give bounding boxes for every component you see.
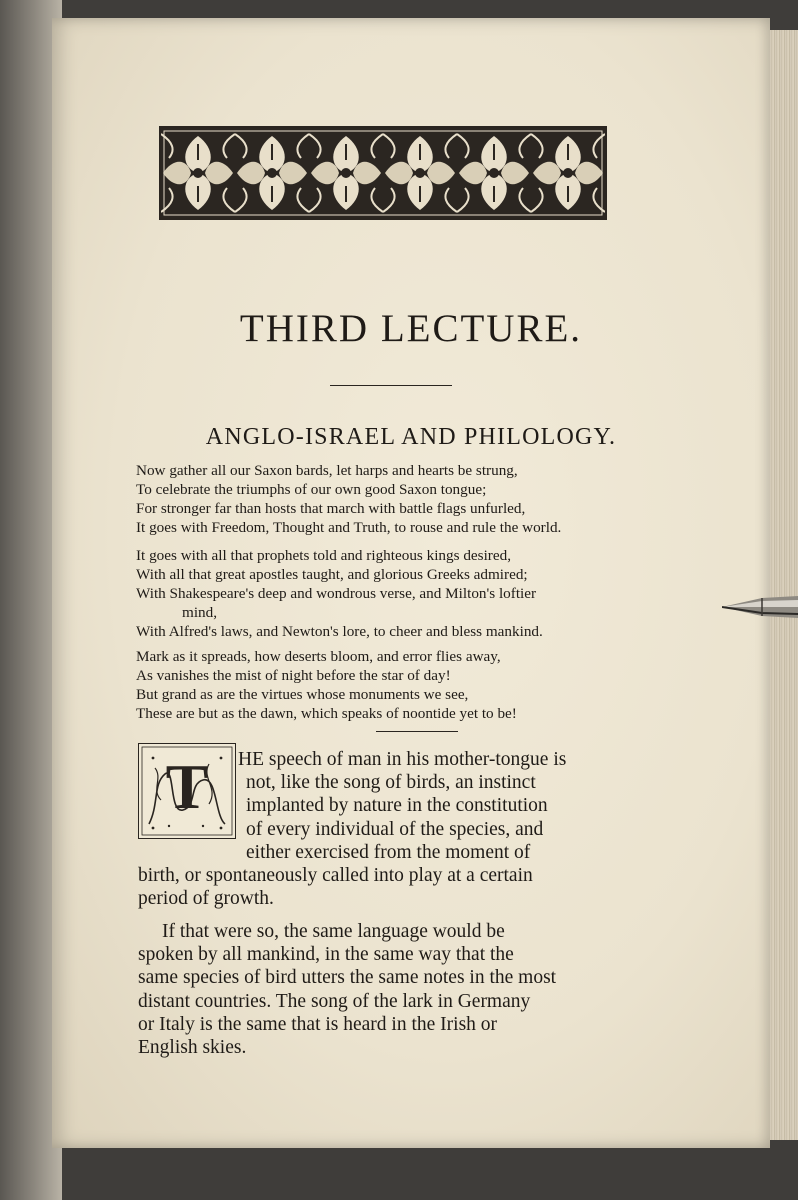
poem-line: It goes with Freedom, Thought and Truth, to rouse and rule the world.: [136, 519, 562, 536]
prose-line: birth, or spontaneously called into play at a certain: [138, 865, 533, 887]
poem-stanza-2: [136, 546, 696, 641]
prose-line: spoken by all mankind, in the same way that the: [138, 944, 514, 966]
prose-line: same species of bird utters the same notes in the most: [138, 967, 557, 989]
poem-line: As vanishes the mist of night before the star of day!: [136, 667, 451, 684]
poem-stanza-3: [136, 647, 696, 723]
title-divider: [330, 385, 452, 386]
poem-line-continuation: mind,: [182, 604, 218, 621]
dropcap-letter: T: [165, 751, 209, 822]
poem-line: These are but as the dawn, which speaks of noontide yet to be!: [136, 705, 517, 722]
poem-line: With Shakespeare's deep and wondrous verse, and Milton's loftier: [136, 585, 537, 602]
poem-line: To celebrate the triumphs of our own good Saxon tongue;: [136, 481, 487, 498]
poem-line: For stronger far than hosts that march with battle flags unfurled,: [136, 500, 526, 517]
poem-line: But grand as are the virtues whose monuments we see,: [136, 686, 469, 703]
paragraph-1: [138, 748, 698, 910]
lecture-title: THIRD LECTURE.: [239, 307, 583, 350]
poem-line: With Alfred's laws, and Newton's lore, to cheer and bless mankind.: [136, 623, 543, 640]
prose-line: If that were so, the same language would be: [162, 921, 505, 942]
paragraph-2: [138, 920, 698, 1059]
poem-line: With all that great apostles taught, and glorious Greeks admired;: [136, 566, 528, 583]
prose-line: of every individual of the species, and: [246, 818, 544, 840]
pen-tip: [722, 594, 798, 620]
prose-line: implanted by nature in the constitution: [246, 795, 548, 817]
prose-line: or Italy is the same that is heard in the Irish or: [138, 1013, 498, 1035]
prose-line: English skies.: [138, 1037, 247, 1059]
poem-line: It goes with all that prophets told and righteous kings desired,: [136, 547, 511, 564]
prose-line: distant countries. The song of the lark in Germany: [138, 990, 531, 1012]
lecture-subtitle: ANGLO-ISRAEL AND PHILOLOGY.: [205, 424, 617, 450]
prose-line: not, like the song of birds, an instinct: [246, 772, 536, 794]
book-page: [52, 18, 770, 1148]
poem-line: Now gather all our Saxon bards, let harps and hearts be strung,: [136, 462, 518, 479]
section-divider: [376, 731, 458, 732]
ornamental-header-band: [159, 126, 607, 220]
prose-line: period of growth.: [138, 888, 274, 910]
prose-line: either exercised from the moment of: [246, 841, 531, 863]
poem-stanza-1: [136, 461, 696, 537]
poem-line: Mark as it spreads, how deserts bloom, and error flies away,: [136, 648, 501, 665]
prose-line: HE speech of man in his mother-tongue is: [238, 749, 567, 770]
